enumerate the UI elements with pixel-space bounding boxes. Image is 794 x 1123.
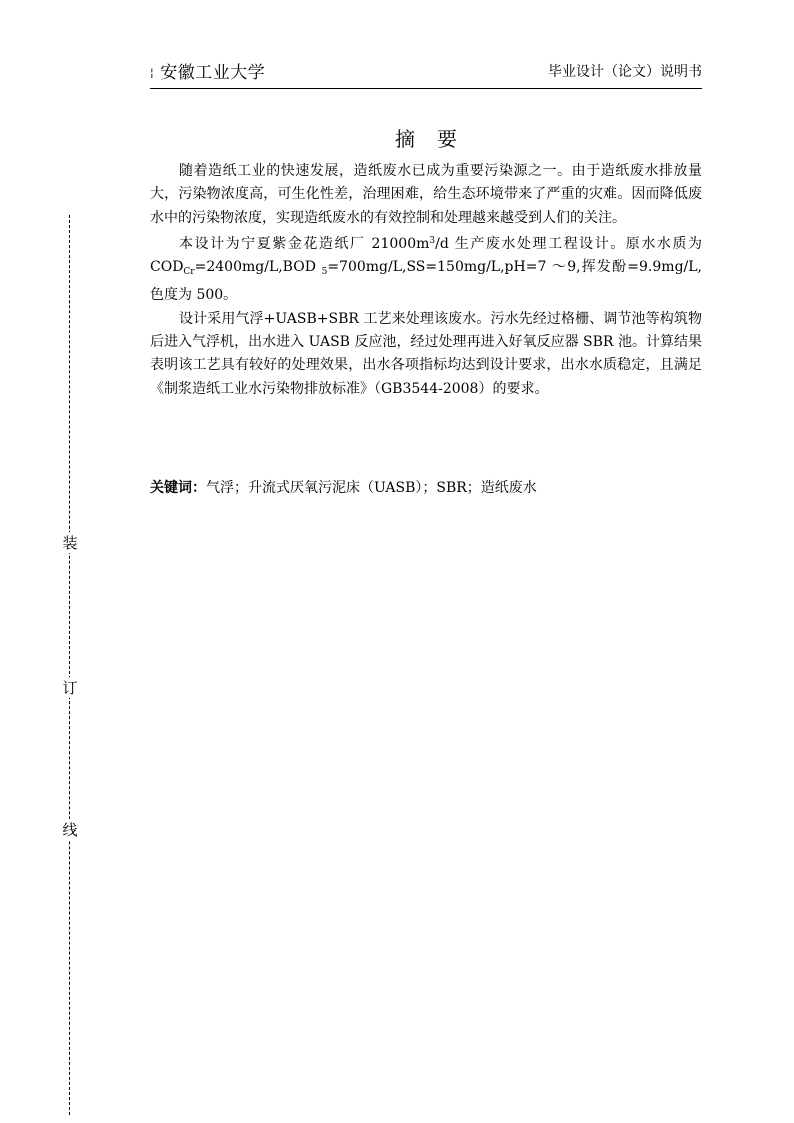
binding-char-zhuang: 装 [62,534,78,552]
binding-char-xian: 线 [62,821,78,839]
page-header [150,58,702,89]
keywords-text: 气浮；升流式厌氧污泥床（UASB）；SBR；造纸废水 [206,480,537,496]
p2-text-b: /d 生产废水处理工程设计。原水水质为 COD [150,235,702,276]
binding-char-ding: 订 [62,679,78,697]
header-university [150,58,265,83]
p2-sup: 3 [429,235,436,246]
abstract-paragraph-2 [150,230,702,308]
header-doc-type: 毕业设计（论文）说明书 [548,64,702,80]
p2-text-a: 本设计为宁夏紫金花造纸厂 21000m [179,235,430,252]
page-title: 摘要 [395,127,479,151]
abstract-paragraph-1: 随着造纸工业的快速发展，造纸废水已成为重要污染源之一。由于造纸废水排放量大，污染物浓度高，可生化性差，治理困难，给生态环境带来了严重的灾难。因而降低废水中的污染物浓度，实现造纸废水的有效控制和处理越来越受到人们的关注。 [150,163,702,226]
keywords-label: 关键词： [150,480,206,496]
p2-text-c: =2400mg/L,BOD [194,259,322,276]
p2-sub-5: 5 [321,267,328,278]
university-name: 安徽工业大学 [160,63,266,83]
header-tick-mark: ¦ [150,66,155,79]
abstract-body [150,160,702,401]
abstract-paragraph-3: 设计采用气浮+UASB+SBR 工艺来处理该废水。污水先经过格栅、调节池等构筑物后进入气浮机，出水进入 UASB 反应池，经过处理再进入好氧反应器 SBR 池。计算结果表明该工艺具有较好的处理效果，出水各项指标均达到设计要求，出水水质稳定，且满足《制浆造纸工业水污染物排放标准》（GB3544-2008）的要求。 [150,310,702,397]
p2-text-d: =700mg/L,SS=150mg/L,pH=7 ～9,挥发酚=9.9mg/L,色度为 500。 [150,259,702,304]
binding-line [64,215,76,1115]
binding-dashed-line [69,215,71,1115]
p2-sub-cr: Cr [183,267,195,278]
keywords [150,477,702,499]
